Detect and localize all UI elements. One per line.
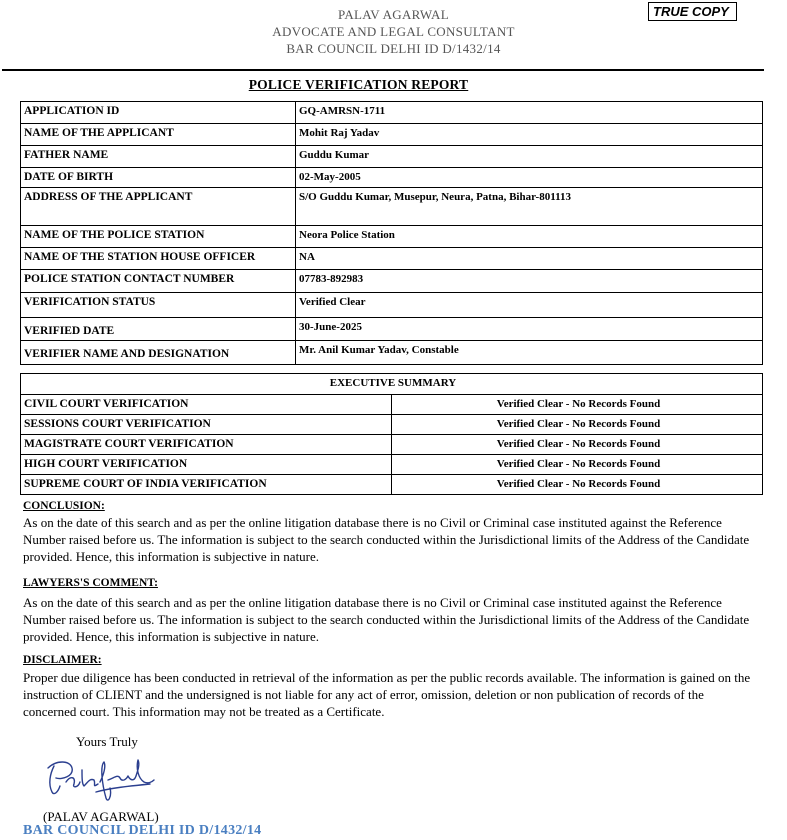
court-label: SUPREME COURT OF INDIA VERIFICATION — [21, 475, 392, 495]
detail-label: NAME OF THE STATION HOUSE OFFICER — [21, 248, 296, 270]
table-row — [21, 293, 763, 318]
court-label: CIVIL COURT VERIFICATION — [21, 395, 392, 415]
detail-label: VERIFICATION STATUS — [21, 293, 296, 318]
table-row — [21, 146, 763, 168]
details-table — [20, 101, 763, 365]
signatory-name: (PALAV AGARWAL) — [43, 809, 159, 824]
table-row — [21, 102, 763, 124]
court-label: SESSIONS COURT VERIFICATION — [21, 415, 392, 435]
court-status: Verified Clear - No Records Found — [392, 475, 763, 495]
true-copy-stamp: TRUE COPY — [648, 2, 737, 21]
conclusion-text: As on the date of this search and as per the online litigation database there is no Civil or Criminal case instituted against the Reference Number raised before us. The information is subject to the search conducted within the Jurisdictional limits of the Address of the Candidate provided. Hence, this information is subjective in nature. — [23, 515, 750, 564]
header-bar-id: BAR COUNCIL DELHI ID D/1432/14 — [286, 41, 501, 56]
detail-value: Neora Police Station — [296, 226, 763, 248]
signatory-bar-id: BAR COUNCIL DELHI ID D/1432/14 — [23, 823, 262, 838]
table-row — [21, 226, 763, 248]
closing-salutation: Yours Truly — [76, 734, 138, 749]
disclaimer-text: Proper due diligence has been conducted in retrieval of the information as per the public records available. The information is gained on the instruction of CLIENT and the undersigned is not liable for any act of error, omission, deletion or non publication of records of the concerned court. This information may not be treated as a Certificate. — [23, 670, 751, 719]
detail-label: APPLICATION ID — [21, 102, 296, 124]
header-divider — [2, 69, 764, 71]
detail-value: Mr. Anil Kumar Yadav, Constable — [296, 341, 763, 365]
detail-value: NA — [296, 248, 763, 270]
detail-value: S/O Guddu Kumar, Musepur, Neura, Patna, Bihar-801113 — [296, 188, 763, 226]
court-label: HIGH COURT VERIFICATION — [21, 455, 392, 475]
detail-label: DATE OF BIRTH — [21, 168, 296, 188]
detail-value: Verified Clear — [296, 293, 763, 318]
table-row — [21, 455, 763, 475]
table-row — [21, 435, 763, 455]
court-status: Verified Clear - No Records Found — [392, 395, 763, 415]
table-row — [21, 318, 763, 341]
table-row — [21, 248, 763, 270]
disclaimer-heading: DISCLAIMER: — [23, 654, 102, 666]
table-row — [21, 188, 763, 226]
court-status: Verified Clear - No Records Found — [392, 435, 763, 455]
table-row — [21, 395, 763, 415]
detail-label: NAME OF THE POLICE STATION — [21, 226, 296, 248]
detail-label: ADDRESS OF THE APPLICANT — [21, 188, 296, 226]
detail-label: NAME OF THE APPLICANT — [21, 124, 296, 146]
report-title-text: POLICE VERIFICATION REPORT — [248, 77, 469, 92]
court-label: MAGISTRATE COURT VERIFICATION — [21, 435, 392, 455]
table-row — [21, 270, 763, 293]
conclusion-heading: CONCLUSION: — [23, 500, 105, 512]
table-row — [21, 415, 763, 435]
court-status: Verified Clear - No Records Found — [392, 415, 763, 435]
header-name: PALAV AGARWAL — [338, 7, 449, 22]
header-designation: ADVOCATE AND LEGAL CONSULTANT — [272, 24, 515, 39]
table-row — [21, 341, 763, 365]
detail-value: 30-June-2025 — [296, 318, 763, 341]
lawyers-comment-text: As on the date of this search and as per the online litigation database there is no Civil or Criminal case instituted against the Reference Number raised before us. The information is subject to the search conducted within the Jurisdictional limits of the Address of the Candidate provided. Hence, this information is subjective in nature. — [23, 595, 750, 644]
handwritten-signature — [40, 752, 160, 808]
report-title — [0, 76, 717, 94]
table-row — [21, 168, 763, 188]
table-row — [21, 475, 763, 495]
detail-label: VERIFIED DATE — [21, 318, 296, 341]
detail-label: POLICE STATION CONTACT NUMBER — [21, 270, 296, 293]
lawyers-comment-heading: LAWYERS'S COMMENT: — [23, 577, 158, 589]
detail-value: Guddu Kumar — [296, 146, 763, 168]
detail-label: FATHER NAME — [21, 146, 296, 168]
detail-value: GQ-AMRSN-1711 — [296, 102, 763, 124]
detail-value: 07783-892983 — [296, 270, 763, 293]
executive-summary-table — [20, 373, 763, 495]
detail-value: 02-May-2005 — [296, 168, 763, 188]
court-status: Verified Clear - No Records Found — [392, 455, 763, 475]
table-row — [21, 374, 763, 395]
executive-summary-heading: EXECUTIVE SUMMARY — [21, 374, 763, 395]
signature-strokes — [48, 760, 154, 800]
detail-value: Mohit Raj Yadav — [296, 124, 763, 146]
table-row — [21, 124, 763, 146]
detail-label: VERIFIER NAME AND DESIGNATION — [21, 341, 296, 365]
